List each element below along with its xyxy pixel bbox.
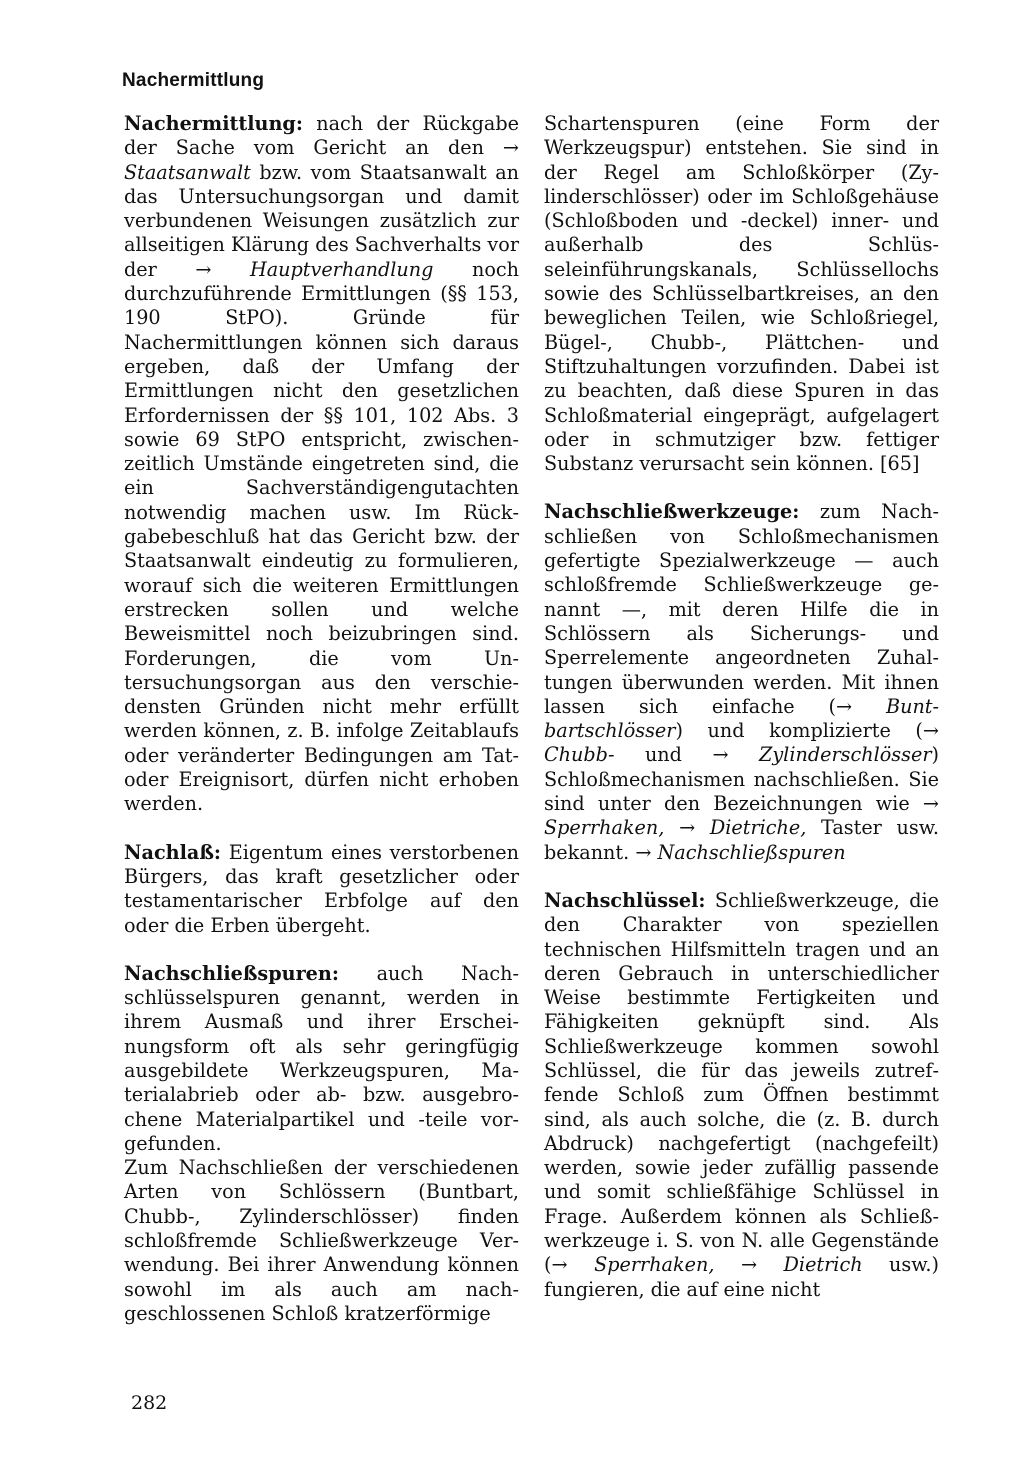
headword: Nachschließspuren: [124, 961, 339, 985]
entry-text: und → [614, 743, 760, 767]
entry-nachschliesswerkzeuge [544, 500, 939, 864]
entry-text: noch durchzuführende Ermittlungen (§§ 153, 190 StPO). Gründe für Nachermittlungen können sich daraus ergeben, daß der Umfang der Ermittlungen nicht den gesetzlichen Erfordernissen der §§ 101, 102 Abs. 3 sowie 69 StPO entspricht, zwischenzeitlich Umstände eingetreten sind, die ein Sachverständigengutachten notwendig machen usw. Im Rückgabebeschluß hat das Gericht bzw. der Staatsanwalt eindeutig zu formulieren, worauf sich die weiteren Ermittlungen erstrecken sollen und welche Beweismittel noch beizubringen sind. Forderungen, die vom Untersuchungsorgan aus den verschiedensten Gründen nicht mehr erfüllt werden können, z. B. infolge Zeitablaufs oder veränderter Bedingungen am Tat- oder Ereignisort, dürfen nicht erhoben werden. [124, 257, 519, 816]
entry-nachermittlung [124, 112, 519, 817]
running-head: Nachermittlung [122, 70, 265, 91]
cross-reference: Nachschließspuren [657, 840, 846, 864]
entry-text: → [714, 1253, 784, 1277]
entry-text: nach der Rückgabe der Sache vom Gericht an den → [124, 112, 519, 160]
entry-paragraph [124, 962, 519, 1156]
entry-text: usw.) fungieren, die auf eine nicht [544, 1253, 939, 1301]
cross-reference: Buntbartschlösser [544, 694, 939, 743]
cross-reference: Sperrhaken, [544, 816, 665, 840]
cross-reference: Dietrich [783, 1253, 863, 1277]
entry-nachlass [124, 841, 519, 938]
cross-reference: Staatsanwalt [124, 160, 251, 184]
entry-text: Taster usw. bekannt. → [544, 816, 939, 864]
headword: Nachermittlung: [124, 112, 303, 135]
entry-text: ) und komplizierte (→ [675, 719, 939, 743]
entry-continuation: Schartenspuren (eine Form der Werkzeugspur) entstehen. Sie sind in der Regel am Schloßkörper (Zylinderschlösser) oder im Schloßgehäuse (Schloßboden und -deckel) inner- und außerhalb des Schlüsseleinführungskanals, Schlüssellochs sowie des Schlüsselbartkreises, an den beweglichen Teilen, wie Schloßriegel, Bügel-, Chubb-, Plättchen- und Stiftzuhaltungen vorzufinden. Dabei ist zu beachten, daß diese Spuren in das Schloßmaterial eingeprägt, aufgelagert oder in schmutziger bzw. fettiger Substanz verursacht sein können. [65] [544, 112, 939, 476]
entry-paragraph: Zum Nachschließen der verschiedenen Arten von Schlössern (Buntbart, Chubb-, Zylinderschlösser) finden schloßfremde Schließwerkzeuge Verwendung. Bei ihrer Anwendung können sowohl im als auch am nachgeschlossenen Schloß kratzerförmige [124, 1156, 519, 1325]
entry-text: → [664, 816, 710, 840]
cross-reference: Zylinderschlösser [759, 743, 932, 767]
cross-reference: Chubb- [544, 743, 615, 767]
right-column [544, 112, 939, 1326]
entry-text: Eigentum eines verstorbenen Bürgers, das kraft gesetzlicher oder testamentarischer Erbfolge auf den oder die Erben übergeht. [124, 840, 519, 937]
entry-text: Schließwerkzeuge, die den Charakter von speziellen technischen Hilfsmitteln tragen und an deren Gebrauch in unterschiedlicher Weise bestimmte Fertigkeiten und Fähigkeiten geknüpft sind. Als Schließwerkzeuge kommen sowohl Schlüssel, die für das jeweils zutreffende Schloß zum Öffnen bestimmt sind, als auch solche, die (z. B. durch Abdruck) nachgefertigt (nachgefeilt) werden, sowie jeder zufällig passende und somit schließfähige Schlüssel in Frage. Außerdem können als Schließwerkzeuge i. S. von N. alle Gegenstände (→ [544, 888, 939, 1277]
entry-text: bzw. vom Staatsanwalt an das Untersuchungsorgan und damit verbundenen Weisungen zusätzlich zur allseitigen Klärung des Sachverhalts vor der → [124, 160, 519, 281]
cross-reference: Sperrhaken, [594, 1253, 715, 1277]
page-number: 282 [131, 1392, 168, 1414]
headword: Nachschließwerkzeuge: [544, 500, 800, 524]
cross-reference: Dietriche, [709, 816, 807, 840]
entry-nachschluessel [544, 889, 939, 1302]
entry-text: ) Schloßmechanismen nachschließen. Sie sind unter den Bezeichnungen wie → [544, 743, 939, 816]
entry-nachschliessspuren [124, 962, 519, 1326]
headword: Nachschlüssel: [544, 888, 706, 912]
entry-text: zum Nachschließen von Schloßmechanismen gefertigte Spezialwerkzeuge — auch schloßfremde Schließwerkzeuge genannt —, mit deren Hilfe die in Schlössern als Sicherungs- und Sperrelemente angeordneten Zuhaltungen überwunden werden. Mit ihnen lassen sich einfache (→ [544, 500, 939, 718]
cross-reference: Hauptverhandlung [249, 257, 434, 281]
headword: Nachlaß: [124, 840, 221, 864]
entry-text: auch Nachschlüsselspuren genannt, werden in ihrem Ausmaß und ihrer Erscheinungsform oft als sehr geringfügig ausgebildete Werkzeugspuren, Materialabrieb oder ab- bzw. ausgebrochene Materialpartikel und -teile vorgefunden. [124, 961, 519, 1155]
left-column [124, 112, 519, 1350]
